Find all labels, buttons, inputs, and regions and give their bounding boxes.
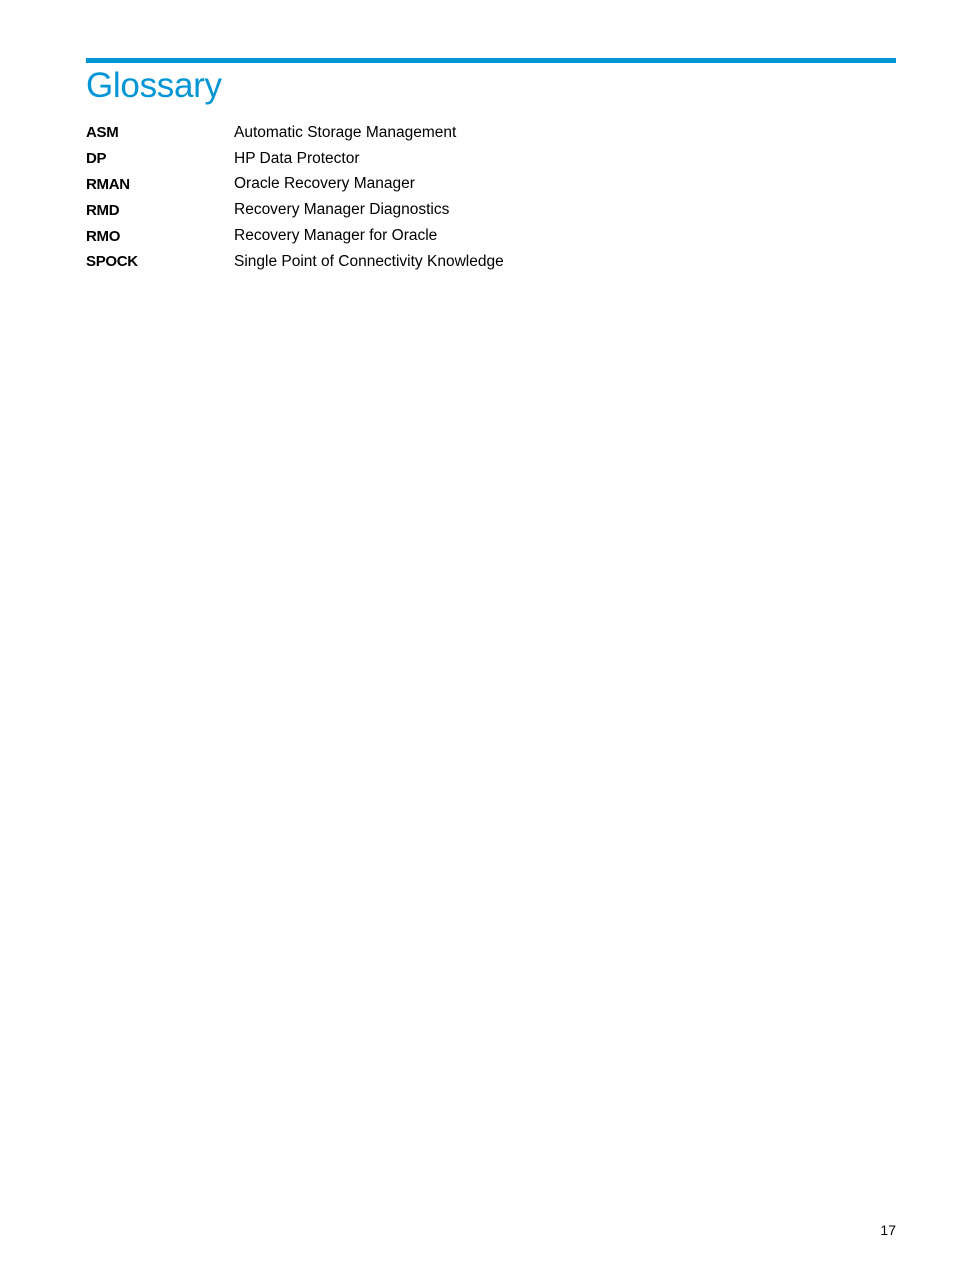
- page-number: 17: [880, 1222, 896, 1238]
- page-title: Glossary: [86, 66, 222, 105]
- glossary-entry: [86, 146, 504, 172]
- glossary-entry: [86, 197, 504, 223]
- glossary-entry: [86, 223, 504, 249]
- glossary-definition: Recovery Manager for Oracle: [234, 227, 438, 245]
- glossary-term: ASM: [86, 124, 119, 142]
- glossary-list: [86, 120, 504, 275]
- glossary-term: SPOCK: [86, 253, 138, 271]
- glossary-entry: [86, 249, 504, 275]
- glossary-term: RMAN: [86, 175, 130, 193]
- glossary-term: RMD: [86, 201, 120, 219]
- glossary-entry: [86, 172, 504, 198]
- glossary-definition: Recovery Manager Diagnostics: [234, 201, 450, 219]
- glossary-definition: HP Data Protector: [234, 149, 360, 167]
- glossary-term: RMO: [86, 227, 121, 245]
- title-rule: [86, 58, 896, 63]
- glossary-term: DP: [86, 150, 107, 168]
- glossary-definition: Oracle Recovery Manager: [234, 175, 415, 193]
- glossary-definition: Automatic Storage Management: [234, 123, 457, 141]
- glossary-definition: Single Point of Connectivity Knowledge: [234, 252, 504, 270]
- glossary-entry: [86, 120, 504, 146]
